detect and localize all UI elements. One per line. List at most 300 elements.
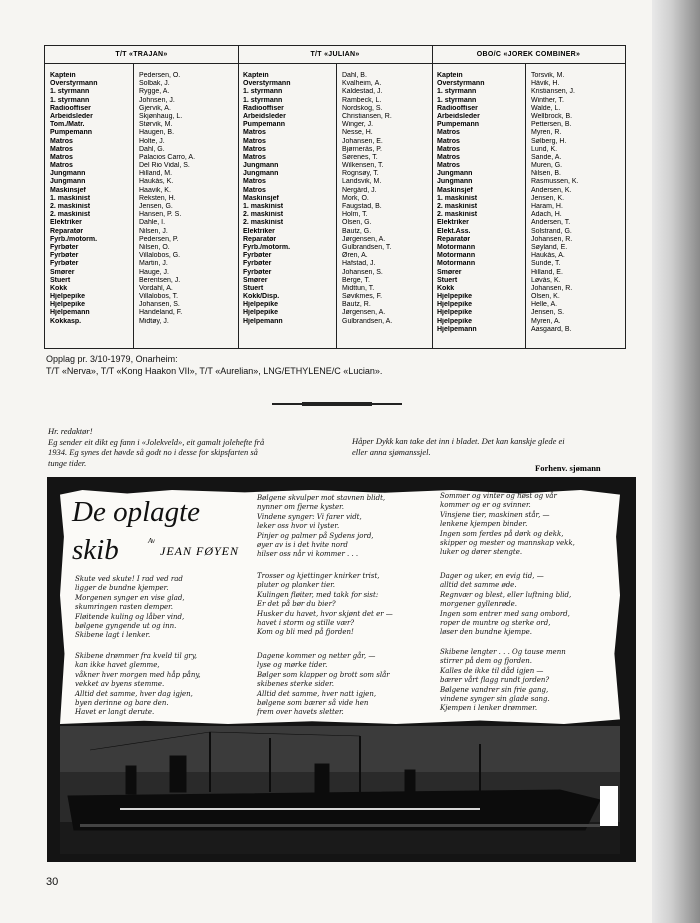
crew-name: Palacios Carro, A. — [139, 153, 196, 161]
crew-rank: Hjelpepike — [437, 293, 473, 301]
crew-name: Hilland, M. — [139, 170, 173, 178]
crew-rank: Pumpemann — [50, 129, 93, 137]
crew-row — [45, 236, 238, 244]
crew-row — [45, 285, 238, 293]
crew-row — [45, 162, 238, 170]
crew-name: Sunde, T. — [531, 260, 561, 268]
laid-up-ships: T/T «Nerva», T/T «Kong Haakon VII», T/T «Aurelian», LNG/ETHYLENE/C «Lucian». — [46, 366, 383, 376]
crew-name: Hansen, P. S. — [139, 211, 182, 219]
crew-rank: Hjelpemann — [50, 309, 90, 317]
crew-row — [432, 187, 625, 195]
crew-rank: Fyrbøter — [50, 260, 79, 268]
letter-line: eller anna sjømanssjel. — [352, 446, 431, 457]
poem-stanza: Bølgene skvulper mot stavnen blidt, nynner om fjerne kyster. Vindene synger: Vi farer vidt, leker oss hvor vi lyster. Pinjer og palmer på Sydens jord, øyer av is i det hvite nord hilser oss når vi kommer . . . — [257, 494, 386, 559]
crew-row — [45, 113, 238, 121]
crew-row — [238, 146, 432, 154]
crew-name: Berge, T. — [342, 276, 370, 284]
crew-rank: 1. styrmann — [243, 88, 283, 96]
crew-rank: Elektriker — [50, 219, 82, 227]
ship-column-trajan — [45, 46, 239, 348]
crew-name: Sande, A. — [531, 153, 562, 161]
crew-name: Bautz, G. — [342, 227, 372, 235]
crew-row — [432, 154, 625, 162]
letter-signoff: Forhenv. sjømann — [535, 463, 601, 473]
crew-row — [45, 72, 238, 80]
crew-rank: Reparatør — [50, 227, 84, 235]
crew-rank: Smører — [437, 268, 462, 276]
letter-line: tunge tider. — [48, 457, 87, 468]
crew-name: Pedersen, O. — [139, 72, 181, 79]
crew-row — [45, 80, 238, 88]
crew-rank: Maskinsjef — [50, 186, 86, 194]
crew-name: Aasgaard, B. — [531, 325, 572, 333]
crew-row — [238, 97, 432, 105]
crew-row — [238, 138, 432, 146]
crew-rank: 2. maskinist — [243, 211, 284, 219]
crew-rank: Fyrb./motorm. — [50, 235, 98, 243]
crew-row — [45, 195, 238, 203]
crew-row — [432, 146, 625, 154]
crew-rank: Jungmann — [243, 170, 279, 178]
crew-row — [45, 269, 238, 277]
crew-row — [238, 285, 432, 293]
poem-stanza: Sommer og vinter og høst og vår kommer og er og svinner. Vinsjene tier, maskinen står, — lenkene kjempen binder. Ingen som ferdes på dørk og dekk, skipper og mester og mannskap vekk, luker og dører stengte. — [440, 492, 575, 557]
crew-row — [45, 129, 238, 137]
crew-rank: 1. maskinist — [437, 194, 478, 202]
crew-rank: Matros — [243, 137, 266, 145]
crew-name: Hafstad, J. — [342, 260, 376, 268]
crew-row — [432, 318, 625, 326]
crew-name: Nordskog, S. — [342, 104, 383, 112]
crew-row — [238, 113, 432, 121]
crew-rank: Arbeidsleder — [437, 112, 480, 120]
crew-row — [45, 244, 238, 252]
crew-rows — [45, 72, 238, 326]
crew-row — [238, 88, 432, 96]
crew-row — [45, 219, 238, 227]
crew-rank: 1. maskinist — [50, 194, 91, 202]
letter-line: 1934. Eg synes det høvde så godt no i desse for skipsfarten så — [48, 447, 258, 457]
crew-rank: Maskinsjef — [437, 186, 473, 194]
crew-rows — [238, 72, 432, 326]
poem-title: De oplagte — [72, 496, 201, 528]
crew-row — [432, 252, 625, 260]
crew-rank: Fyrbøter — [50, 243, 79, 251]
crew-row — [238, 72, 432, 80]
crew-name: Andersen, K. — [531, 186, 572, 194]
crew-name: Del Rio Vidal, S. — [139, 162, 190, 170]
crew-row — [45, 138, 238, 146]
letter-greeting: Hr. redaktør! — [48, 426, 93, 436]
crew-rank: 2. maskinist — [437, 211, 478, 219]
crew-rank: Kaptein — [243, 72, 269, 79]
crew-rank: Matros — [243, 153, 266, 161]
crew-rank: Kokk/Disp. — [243, 293, 280, 301]
crew-rank: Matros — [50, 145, 73, 153]
crew-row — [238, 195, 432, 203]
crew-row — [45, 260, 238, 268]
crew-rank: Hjelpepike — [437, 317, 473, 325]
crew-row — [45, 146, 238, 154]
crew-name: Bjørnerås, P. — [342, 145, 382, 153]
crew-row — [432, 228, 625, 236]
crew-rank: Matros — [437, 145, 460, 153]
crew-rank: Kaptein — [50, 72, 76, 79]
crew-rank: Fyrb./motorm. — [243, 243, 291, 251]
crew-row — [432, 301, 625, 309]
crew-row — [238, 211, 432, 219]
crew-row — [45, 293, 238, 301]
crew-row — [45, 121, 238, 129]
laid-up-date: Opplag pr. 3/10-1979, Onarheim: — [46, 354, 178, 364]
crew-row — [45, 97, 238, 105]
crew-row — [238, 318, 432, 326]
crew-row — [432, 80, 625, 88]
crew-row — [238, 203, 432, 211]
crew-name: Myren, A. — [531, 317, 561, 325]
crew-rank: Fyrbøter — [243, 268, 272, 276]
crew-name: Søyland, E. — [531, 243, 568, 251]
crew-rank: Arbeidsleder — [50, 112, 93, 120]
crew-rank: Kokkasp. — [50, 317, 82, 325]
crew-name: Haukås, K. — [139, 178, 174, 186]
crew-name: Skjønhaug, L. — [139, 112, 183, 120]
crew-row — [432, 269, 625, 277]
crew-row — [432, 244, 625, 252]
crew-rank: Arbeidsleder — [243, 112, 286, 120]
crew-row — [432, 236, 625, 244]
crew-rank: Matros — [50, 162, 73, 170]
crew-rank: Jungmann — [437, 178, 473, 186]
crew-rank: Matros — [243, 178, 266, 186]
crew-rank: Hjelpepike — [437, 309, 473, 317]
crew-name: Lund, K. — [531, 145, 558, 153]
crew-name: Johansen, S. — [139, 301, 180, 309]
crew-name: Nilsen, J. — [139, 227, 168, 235]
section-divider — [272, 403, 402, 405]
crew-row — [238, 162, 432, 170]
crew-row — [432, 138, 625, 146]
crew-name: Nergård, J. — [342, 186, 377, 194]
crew-name: Pedersen, P. — [139, 235, 179, 243]
crew-row — [238, 236, 432, 244]
crew-row — [432, 97, 625, 105]
crew-name: Adach, H. — [531, 211, 562, 219]
crew-name: Dahl, B. — [342, 72, 367, 79]
crew-rank: Matros — [437, 153, 460, 161]
crew-rank: Radiooffiser — [437, 104, 478, 112]
crew-name: Villalobos, T. — [139, 293, 179, 301]
crew-rank: Matros — [50, 137, 73, 145]
crew-rank: 2. maskinist — [50, 211, 91, 219]
crew-name: Hilland, E. — [531, 268, 563, 276]
crew-rank: Smører — [50, 268, 75, 276]
crew-rank: 2. maskinist — [243, 219, 284, 227]
crew-rank: Stuert — [243, 284, 264, 292]
crew-name: Martin, J. — [139, 260, 168, 268]
letter-right — [352, 436, 642, 457]
crew-row — [432, 88, 625, 96]
crew-rank: 1. styrmann — [243, 96, 283, 104]
crew-name: Nesse, H. — [342, 129, 373, 137]
letter-line: Håper Dykk kan take det inn i bladet. Det kan kanskje glede ei — [352, 436, 565, 446]
crew-name: Håvik, H. — [531, 80, 560, 88]
crew-rank: 1. styrmann — [50, 88, 90, 96]
crew-name: Hauge, J. — [139, 268, 169, 276]
crew-rank: Matros — [243, 145, 266, 153]
crew-rank: 1. styrmann — [437, 96, 477, 104]
crew-row — [432, 105, 625, 113]
crew-name: Størvik, M. — [139, 121, 173, 129]
crew-name: Haavik, K. — [139, 186, 171, 194]
crew-row — [432, 121, 625, 129]
crew-rank: Smører — [243, 276, 268, 284]
crew-row — [432, 309, 625, 317]
crew-rank: Stuert — [50, 276, 71, 284]
crew-rank: Kaptein — [437, 72, 463, 79]
crew-rank: Overstyrmann — [243, 80, 291, 88]
crew-name: Handeland, F. — [139, 309, 183, 317]
crew-name: Winger, J. — [342, 121, 374, 129]
poem-author: JEAN FØYEN — [160, 544, 239, 558]
crew-rank: Elektriker — [437, 219, 469, 227]
crew-rank: Jungmann — [437, 170, 473, 178]
crew-name: Øren, A. — [342, 252, 368, 260]
crew-row — [45, 170, 238, 178]
crew-row — [238, 260, 432, 268]
crew-rank: Hjelpepike — [243, 301, 279, 309]
crew-row — [45, 178, 238, 186]
crew-row — [238, 252, 432, 260]
crew-rows — [432, 72, 625, 334]
crew-rank: Radiooffiser — [50, 104, 91, 112]
crew-rank: Radiooffiser — [243, 104, 284, 112]
crew-row — [45, 187, 238, 195]
crew-row — [238, 219, 432, 227]
crew-row — [432, 195, 625, 203]
crew-rank: Motormann — [437, 243, 476, 251]
crew-row — [238, 154, 432, 162]
crew-row — [432, 293, 625, 301]
crew-row — [238, 129, 432, 137]
crew-name: Villalobos, G. — [139, 252, 181, 260]
crew-name: Wilkensen, T. — [342, 162, 384, 170]
poem-stanza: Dager og uker, en evig tid, — alltid det samme øde. Regnvær og blest, eller luftning blid, morgener gyllenrøde. Ingen som entrer med sang ombord, roper de muntre og sterke ord, løser den bundne kjempe. — [440, 572, 572, 637]
crew-name: Kaldestad, J. — [342, 88, 383, 96]
crew-rank: 1. maskinist — [243, 203, 284, 210]
crew-row — [45, 88, 238, 96]
crew-row — [45, 105, 238, 113]
crew-row — [432, 170, 625, 178]
crew-row — [45, 252, 238, 260]
crew-name: Johansen, R. — [531, 235, 573, 243]
crew-rank: Elekt.Ass. — [437, 227, 471, 235]
crew-name: Søvikmes, F. — [342, 293, 383, 301]
crew-row — [432, 113, 625, 121]
crew-name: Reksten, H. — [139, 194, 176, 202]
crew-rank: Elektriker — [243, 227, 275, 235]
author-prefix: Av — [148, 537, 155, 545]
crew-row — [238, 170, 432, 178]
crew-rank: Matros — [437, 137, 460, 145]
crew-name: Solstrand, G. — [531, 227, 572, 235]
laid-up-notice — [46, 353, 382, 377]
crew-name: Rygge, A. — [139, 88, 170, 96]
poem-stanza: Trosser og kjettinger knirker trist, pluter og planker tier. Kulingen fløiter, med takk for sist: Er det på bør du bier? Husker du havet, hvor skjønt det er — havet i storm og stille vær? Kom og bli med på fjorden! — [257, 572, 393, 637]
crew-name: Olsen, G. — [342, 219, 372, 227]
crew-rank: Hjelpepike — [437, 301, 473, 309]
crew-name: Bautz, R. — [342, 301, 371, 309]
crew-name: Andersen, T. — [531, 219, 571, 227]
crew-name: Løvås, K. — [531, 276, 561, 284]
poem-stanza: Dagene kommer og netter går, — lyse og mørke tider. Bølger som klapper og brott som slår skibenes sterke sider. Alltid det samme, hver natt igjen, bølgene som bærer så vide hen frem over havets sletter. — [257, 652, 390, 717]
crew-name: Pettersen, B. — [531, 121, 572, 129]
crew-name: Wellbrock, B. — [531, 112, 573, 120]
poem-stanza: Skibene drømmer fra kveld til gry, kan ikke havet glemme, våkner hver morgen med håp påny, vekket av byens stemme. Alltid det samme, hver dag igjen, byen derinne og bare den. Havet er langt derute. — [75, 652, 201, 717]
crew-row — [432, 72, 625, 80]
crew-name: Kvalheim, Å. — [342, 80, 382, 88]
crew-rank: Pumpemann — [437, 121, 480, 129]
crew-row — [45, 211, 238, 219]
crew-name: Jørgensen, A. — [342, 235, 386, 243]
crew-name: Walde, L. — [531, 104, 561, 112]
crew-name: Nilsen, B. — [531, 170, 561, 178]
crew-name: Johansen, S. — [342, 268, 383, 276]
crew-row — [45, 309, 238, 317]
letter-line: Eg sender eit dikt eg fann i «Jolekveld», eit gamalt jolehefte frå — [48, 436, 265, 447]
crew-rank: Kokk — [437, 284, 455, 292]
crew-name: Gjervik, A. — [139, 104, 171, 112]
crew-rank: Jungmann — [50, 178, 86, 186]
crew-name: Dahle, I. — [139, 219, 166, 227]
crew-rank: Hjelpepike — [50, 293, 86, 301]
crew-name: Jensen, K. — [531, 194, 565, 202]
crew-row — [238, 187, 432, 195]
crew-rank: Matros — [437, 129, 460, 137]
poem-title-2: skib — [72, 534, 119, 566]
crew-row — [238, 105, 432, 113]
crew-rank: Hjelpepike — [243, 309, 279, 317]
crew-rank: 1. styrmann — [437, 88, 477, 96]
crew-name: Berentsen, J. — [139, 276, 181, 284]
crew-row — [432, 162, 625, 170]
crew-row — [238, 228, 432, 236]
crew-name: Mork, O. — [342, 194, 369, 202]
poem-stanza: Skibene lengter . . . Og tause menn stirrer på dem og fjorden. Kalles de ikke til dåd igjen — bærer vårt flagg rundt jorden? Bølgene vandrer sin frie gang, vindene synger sin glade sang. Kjempen i lenker drømmer. — [440, 648, 566, 713]
crew-rank: Hjelpemann — [437, 325, 477, 333]
page-edge — [652, 0, 700, 923]
ship-header: OBO/C «JOREK COMBINER» — [432, 46, 625, 64]
ship-header: T/T «JULIAN» — [238, 46, 432, 64]
crew-name: Gulbrandsen, T. — [342, 243, 392, 251]
crew-row — [45, 318, 238, 326]
crew-row — [432, 260, 625, 268]
crew-name: Haram, H. — [531, 203, 563, 210]
crew-name: Landsvik, M. — [342, 178, 382, 186]
ship-column-julian — [238, 46, 433, 348]
crew-row — [238, 309, 432, 317]
crew-name: Sørenes, T. — [342, 153, 378, 161]
ship-header: T/T «TRAJAN» — [45, 46, 238, 64]
crew-name: Rambeck, L. — [342, 96, 382, 104]
crew-name: Jensen, S. — [531, 309, 565, 317]
crew-row — [238, 80, 432, 88]
crew-row — [45, 277, 238, 285]
crew-name: Helle, A. — [531, 301, 558, 309]
crew-row — [238, 269, 432, 277]
crew-row — [45, 154, 238, 162]
crew-rank: Overstyrmann — [437, 80, 485, 88]
crew-rank: Tom./Matr. — [50, 121, 85, 129]
crew-name: Vordahl, A. — [139, 284, 173, 292]
crew-rank: Motormann — [437, 252, 476, 260]
crew-row — [432, 219, 625, 227]
crew-rank: Matros — [437, 162, 460, 170]
crew-rank: 2. maskinist — [50, 203, 91, 210]
crew-name: Torsvik, M. — [531, 72, 565, 79]
crew-name: Winther, T. — [531, 96, 564, 104]
crew-row — [238, 301, 432, 309]
crew-name: Johansen, E. — [342, 137, 383, 145]
crew-rank: Reparatør — [243, 235, 277, 243]
crew-name: Kristiansen, J. — [531, 88, 575, 96]
crew-name: Solbak, J. — [139, 80, 170, 88]
crew-rank: 1. styrmann — [50, 96, 90, 104]
crew-row — [238, 277, 432, 285]
page-number: 30 — [46, 876, 59, 888]
crew-row — [45, 301, 238, 309]
crew-rank: Matros — [243, 186, 266, 194]
crew-row — [432, 129, 625, 137]
laid-up-ships-illustration — [60, 726, 620, 854]
crew-rank: Kokk — [50, 284, 68, 292]
crew-name: Johansen, R. — [531, 284, 573, 292]
crew-name: Jørgensen, A. — [342, 309, 386, 317]
crew-rank: Matros — [50, 153, 73, 161]
crew-name: Holte, J. — [139, 137, 165, 145]
crew-name: Holm, T. — [342, 211, 368, 219]
crew-name: Myren, R. — [531, 129, 562, 137]
crew-row — [238, 293, 432, 301]
ship-column-jorek-combiner — [432, 46, 625, 348]
crew-row — [432, 203, 625, 211]
crew-row — [432, 277, 625, 285]
crew-name: Rognsøy, T. — [342, 170, 379, 178]
crew-name: Johnsen, J. — [139, 96, 175, 104]
crew-name: Sølberg, H. — [531, 137, 567, 145]
crew-row — [238, 244, 432, 252]
crew-name: Christiansen, R. — [342, 112, 392, 120]
crew-row — [238, 121, 432, 129]
crew-name: Midttun, T. — [342, 284, 375, 292]
crew-name: Faugstad, B. — [342, 203, 382, 210]
crew-name: Haugen, B. — [139, 129, 175, 137]
crew-rank: Fyrbøter — [243, 260, 272, 268]
crew-rank: Matros — [243, 129, 266, 137]
crew-row — [432, 211, 625, 219]
crew-rank: Jungmann — [50, 170, 86, 178]
crew-name: Gulbrandsen, A. — [342, 317, 393, 325]
poem-stanza: Skute ved skute! I rad ved rad ligger de bundne kjemper. Morgenen synger en vise glad, skumringen rasten demper. Fløitende kuling og låber vind, bølgene gyngende ut og inn. Skibene lagt i lenker. — [75, 575, 185, 640]
crew-rank: Pumpemann — [243, 121, 286, 129]
crew-rank: 2. maskinist — [437, 203, 478, 210]
crew-row — [432, 326, 625, 334]
crew-rank: Jungmann — [243, 162, 279, 170]
crew-list-table — [44, 45, 626, 349]
crew-rank: Overstyrmann — [50, 80, 98, 88]
crew-rank: Hjelpepike — [50, 301, 86, 309]
crew-row — [432, 178, 625, 186]
